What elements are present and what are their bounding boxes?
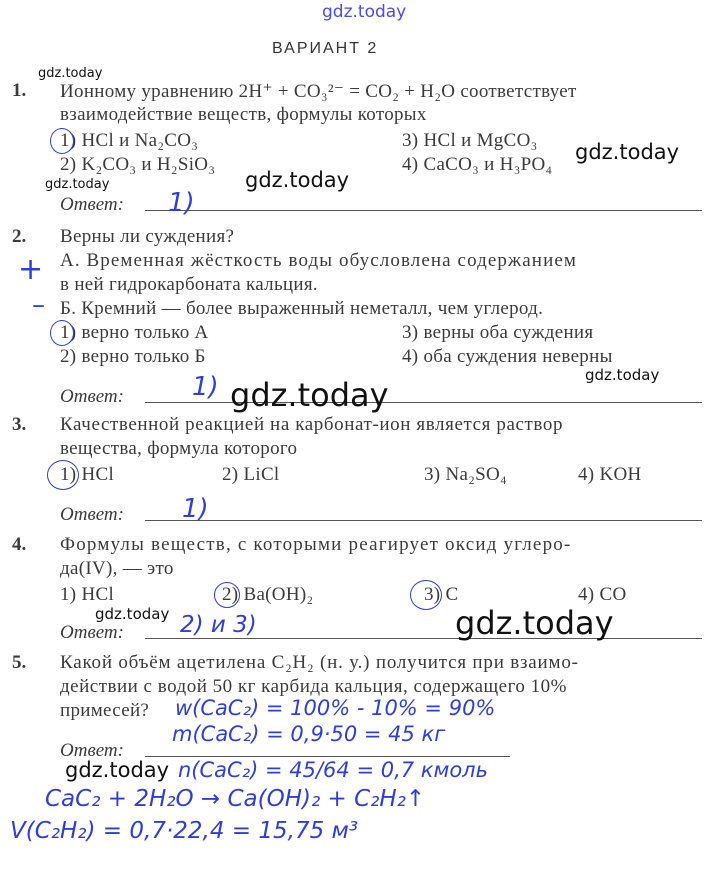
option: 1) HCl (60, 464, 115, 485)
watermark: gdz.today (245, 168, 350, 192)
watermark: gdz.today (65, 758, 170, 782)
question-text: Верны ли суждения? (60, 226, 235, 247)
handwritten-answer: 1) (168, 188, 195, 218)
watermark: gdz.today (38, 66, 103, 81)
answer-circle (50, 320, 74, 346)
question-text: да(IV), — это (60, 558, 174, 579)
answer-line (145, 520, 702, 521)
question-text: вещества, формула которого (60, 438, 298, 459)
option: 1) HCl и Na₂CO₃ (60, 130, 199, 151)
answer-label: Ответ: (60, 740, 124, 761)
option: 2) LiCl (222, 464, 280, 485)
answer-circle (50, 128, 74, 154)
question-text: примесей? (60, 700, 150, 721)
question-text: в ней гидрокарбоната кальция. (60, 274, 318, 295)
answer-label: Ответ: (60, 194, 124, 215)
handwritten-solution-line: m(CaC₂) = 0,9·50 = 45 кг (172, 722, 446, 746)
question-text: Формулы веществ, с которыми реагирует оксид углеро- (60, 534, 572, 555)
handwritten-solution-line: n(CaC₂) = 45/64 = 0,7 кмоль (178, 758, 488, 782)
option: 1) HCl (60, 584, 115, 605)
option: 4) оба суждения неверны (402, 346, 613, 367)
answer-line (145, 402, 702, 403)
option: 4) KOH (578, 464, 642, 485)
question-text: А. Временная жёсткость воды обусловлена содержанием (60, 250, 577, 271)
handwritten-solution-line: w(CaC₂) = 100% - 10% = 90% (175, 696, 496, 720)
question-text: Какой объём ацетилена C₂H₂ (н. у.) получится при взаимо- (60, 652, 579, 673)
question-number: 3. (12, 414, 27, 435)
watermark: gdz.today (585, 366, 660, 384)
option: 2) Ba(OH)₂ (222, 584, 314, 605)
option: 3) Na₂SO₄ (424, 464, 507, 485)
variant-title: ВАРИАНТ 2 (272, 40, 379, 57)
watermark: gdz.today (322, 2, 407, 22)
question-text: Качественной реакцией на карбонат-ион является раствор (60, 414, 564, 435)
handwritten-answer: 1) (182, 494, 209, 524)
question-number: 2. (12, 226, 27, 247)
option: 2) K₂CO₃ и H₂SiO₃ (60, 154, 216, 175)
option: 3) HCl и MgCO₃ (402, 130, 538, 151)
option: 3) верны оба суждения (402, 322, 594, 343)
answer-label: Ответ: (60, 622, 124, 643)
question-text: взаимодействие веществ, формулы которых (60, 104, 427, 125)
watermark: gdz.today (575, 140, 680, 164)
handwritten-minus-mark: – (32, 290, 45, 320)
handwritten-answer: 1) (192, 372, 219, 402)
answer-circle (47, 460, 79, 490)
question-text: Ионному уравнению 2H⁺ + CO₃²⁻ = CO₂ + H₂O соответствует (60, 81, 577, 102)
handwritten-plus-mark: + (18, 252, 44, 287)
option: 3) C (424, 584, 459, 605)
answer-circle (214, 582, 240, 608)
option: 1) верно только А (60, 322, 209, 343)
watermark: gdz.today (230, 376, 389, 414)
watermark: gdz.today (45, 177, 110, 192)
option: 2) верно только Б (60, 346, 206, 367)
option: 4) CaCO₃ и H₃PO₄ (402, 154, 553, 175)
question-number: 4. (12, 534, 27, 555)
question-number: 1. (12, 80, 27, 101)
answer-label: Ответ: (60, 504, 124, 525)
answer-line (145, 638, 702, 639)
answer-line (145, 210, 702, 211)
question-number: 5. (12, 652, 27, 673)
handwritten-solution-line: CaC₂ + 2H₂O → Ca(OH)₂ + C₂H₂↑ (45, 786, 426, 812)
watermark: gdz.today (455, 604, 614, 642)
answer-circle (410, 580, 442, 610)
handwritten-solution-line: V(C₂H₂) = 0,7·22,4 = 15,75 м³ (10, 818, 359, 844)
option: 4) CO (578, 584, 627, 605)
question-text: Б. Кремний — более выраженный неметалл, чем углерод. (60, 298, 544, 319)
handwritten-answer: 2) и 3) (180, 612, 257, 638)
answer-line (145, 756, 510, 757)
answer-label: Ответ: (60, 386, 124, 407)
watermark: gdz.today (95, 605, 170, 623)
question-text: действии с водой 50 кг карбида кальция, содержащего 10% (60, 676, 567, 697)
